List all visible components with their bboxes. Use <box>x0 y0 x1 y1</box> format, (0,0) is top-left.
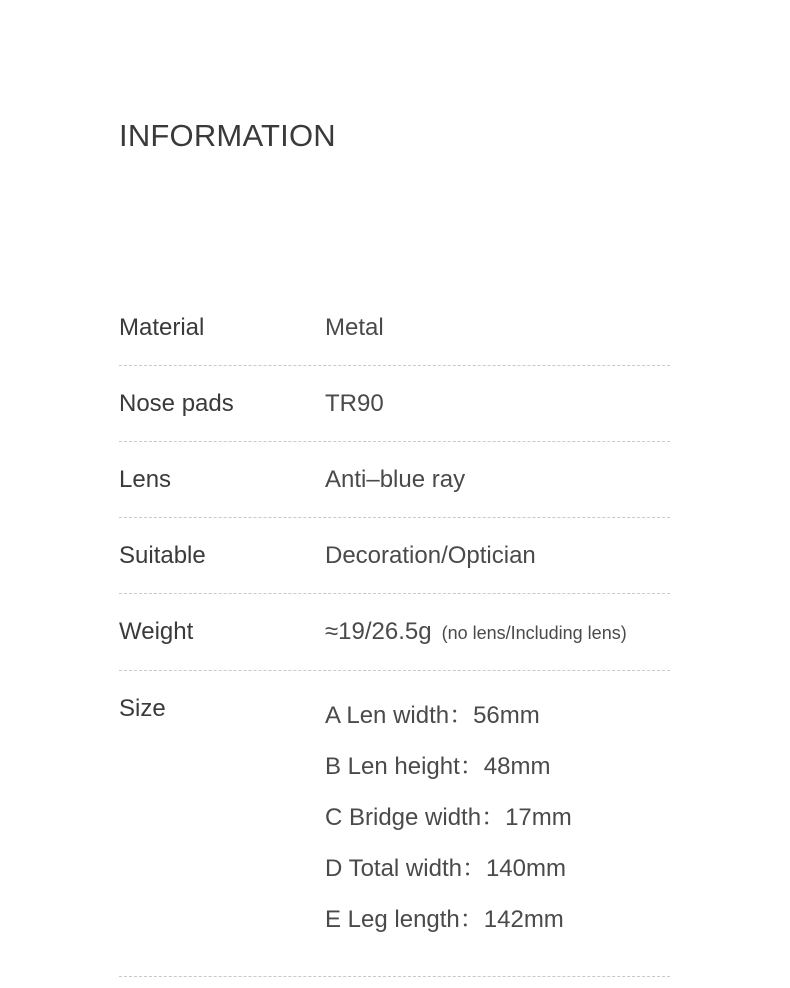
row-divider <box>119 441 670 442</box>
spec-label: Lens <box>119 466 172 493</box>
size-line: B Len height：48mm <box>325 753 551 780</box>
spec-value-weight <box>325 618 627 646</box>
spec-value: Anti–blue ray <box>325 466 466 493</box>
spec-label: Nose pads <box>119 390 234 417</box>
row-divider <box>119 517 670 518</box>
spec-value: Decoration/Optician <box>325 542 536 569</box>
spec-label: Size <box>119 695 166 722</box>
size-line: D Total width：140mm <box>325 855 566 882</box>
size-line: A Len width：56mm <box>325 702 540 729</box>
spec-value: Metal <box>325 314 384 341</box>
spec-label: Suitable <box>119 542 206 569</box>
weight-value: ≈19/26.5g <box>325 618 432 645</box>
page-title: INFORMATION <box>119 118 336 153</box>
row-divider <box>119 976 670 977</box>
size-line: C Bridge width：17mm <box>325 804 572 831</box>
row-divider <box>119 365 670 366</box>
spec-label: Material <box>119 314 205 341</box>
spec-row-size <box>119 695 671 935</box>
size-line: E Leg length：142mm <box>325 906 564 933</box>
weight-note: (no lens/Including lens) <box>441 623 627 643</box>
row-divider <box>119 670 670 671</box>
spec-label: Weight <box>119 618 194 645</box>
row-divider <box>119 593 670 594</box>
spec-value: TR90 <box>325 390 384 417</box>
